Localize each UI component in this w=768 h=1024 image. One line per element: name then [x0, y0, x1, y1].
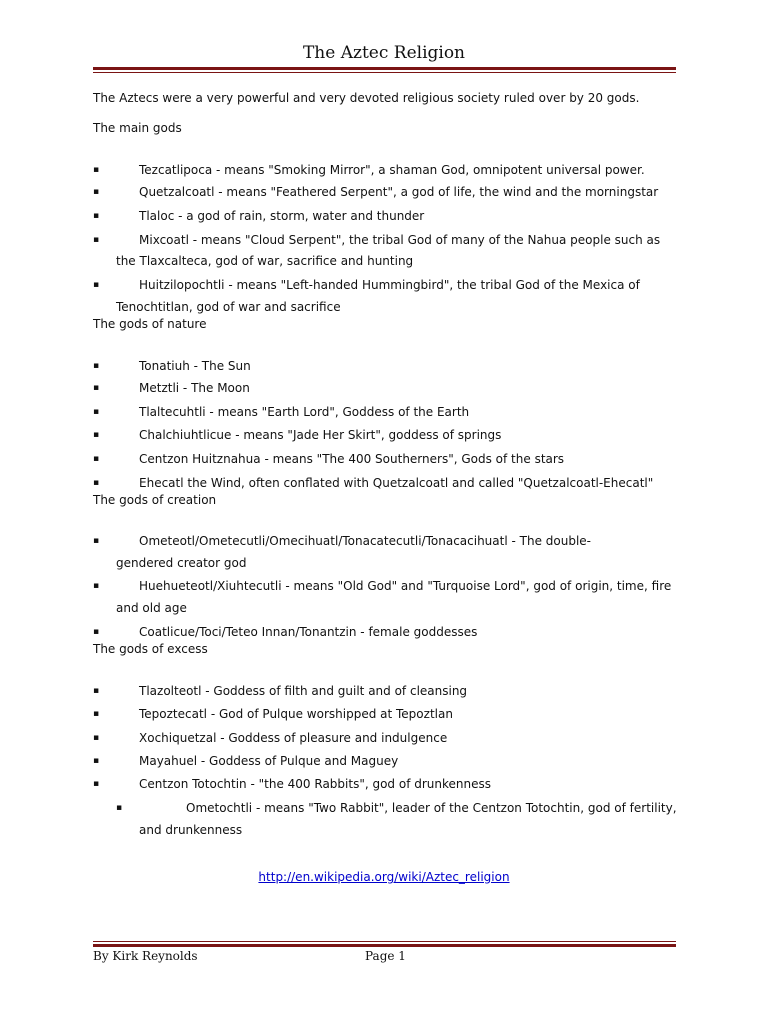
list-item-text: Ometochtli - means "Two Rabbit", leader of the Centzon Totochtin, god of fertility,: [186, 801, 677, 815]
section-heading-gods-of-creation: The gods of creation: [93, 493, 217, 507]
bullet-icon: ▪: [116, 803, 123, 813]
bullet-icon: ▪: [93, 187, 100, 197]
list-item-text: Metztli - The Moon: [139, 381, 250, 395]
bullet-icon: ▪: [93, 536, 100, 546]
source-link[interactable]: http://en.wikipedia.org/wiki/Aztec_religion: [258, 870, 510, 884]
list-item-text: Huitzilopochtli - means "Left-handed Hummingbird", the tribal God of the Mexica of: [139, 278, 640, 292]
list-item-continuation: and old age: [116, 601, 187, 615]
list-item-text: Coatlicue/Toci/Teteo Innan/Tonantzin - female goddesses: [139, 625, 478, 639]
bullet-icon: ▪: [93, 280, 100, 290]
bullet-icon: ▪: [93, 709, 100, 719]
list-item-continuation: gendered creator god: [116, 556, 247, 570]
bullet-icon: ▪: [93, 454, 100, 464]
bullet-icon: ▪: [93, 779, 100, 789]
bullet-icon: ▪: [93, 756, 100, 766]
section-heading-main-gods: The main gods: [93, 121, 182, 135]
list-item-text: Xochiquetzal - Goddess of pleasure and indulgence: [139, 731, 448, 745]
bullet-icon: ▪: [93, 383, 100, 393]
footer-page-number: Page 1: [365, 949, 406, 963]
footer-rule-thin: [93, 941, 676, 942]
list-item-continuation: and drunkenness: [139, 823, 243, 837]
section-heading-gods-of-nature: The gods of nature: [93, 317, 207, 331]
list-item-continuation: Tenochtitlan, god of war and sacrifice: [116, 300, 341, 314]
list-item-text: Tezcatlipoca - means "Smoking Mirror", a shaman God, omnipotent universal power.: [139, 163, 645, 177]
list-item-text: Ometeotl/Ometecutli/Omecihuatl/Tonacatecutli/Tonacacihuatl - The double-: [139, 534, 591, 548]
bullet-icon: ▪: [93, 165, 100, 175]
list-item-text: Centzon Huitznahua - means "The 400 Southerners", Gods of the stars: [139, 452, 565, 466]
list-item-text: Tlazolteotl - Goddess of filth and guilt and of cleansing: [139, 684, 468, 698]
list-item-text: Centzon Totochtin - "the 400 Rabbits", god of drunkenness: [139, 777, 492, 791]
footer-author: By Kirk Reynolds: [93, 949, 198, 963]
intro-text: The Aztecs were a very powerful and very devoted religious society ruled over by 20 gods.: [93, 91, 640, 105]
bullet-icon: ▪: [93, 430, 100, 440]
list-item-text: Quetzalcoatl - means "Feathered Serpent", a god of life, the wind and the morningstar: [139, 185, 659, 199]
list-item-text: Chalchiuhtlicue - means "Jade Her Skirt", goddess of springs: [139, 428, 502, 442]
list-item-continuation: the Tlaxcalteca, god of war, sacrifice and hunting: [116, 254, 414, 268]
bullet-icon: ▪: [93, 627, 100, 637]
list-item-text: Huehueteotl/Xiuhtecutli - means "Old God" and "Turquoise Lord", god of origin, time, fire: [139, 579, 672, 593]
bullet-icon: ▪: [93, 211, 100, 221]
bullet-icon: ▪: [93, 686, 100, 696]
section-heading-gods-of-excess: The gods of excess: [93, 642, 208, 656]
header-rule-thin: [93, 72, 676, 73]
list-item-text: Mayahuel - Goddess of Pulque and Maguey: [139, 754, 399, 768]
bullet-icon: ▪: [93, 407, 100, 417]
bullet-icon: ▪: [93, 361, 100, 371]
list-item-text: Tlaltecuhtli - means "Earth Lord", Goddess of the Earth: [139, 405, 470, 419]
footer-rule-thick: [93, 944, 676, 947]
list-item-text: Mixcoatl - means "Cloud Serpent", the tribal God of many of the Nahua people such as: [139, 233, 661, 247]
list-item-text: Tlaloc - a god of rain, storm, water and thunder: [139, 209, 425, 223]
list-item-text: Tepoztecatl - God of Pulque worshipped at Tepoztlan: [139, 707, 453, 721]
list-item-text: Tonatiuh - The Sun: [139, 359, 251, 373]
page-title: The Aztec Religion: [302, 43, 466, 63]
header-rule-thick: [93, 67, 676, 70]
list-item-text: Ehecatl the Wind, often conflated with Quetzalcoatl and called "Quetzalcoatl-Ehecatl": [139, 476, 654, 490]
bullet-icon: ▪: [93, 478, 100, 488]
bullet-icon: ▪: [93, 235, 100, 245]
bullet-icon: ▪: [93, 733, 100, 743]
bullet-icon: ▪: [93, 581, 100, 591]
